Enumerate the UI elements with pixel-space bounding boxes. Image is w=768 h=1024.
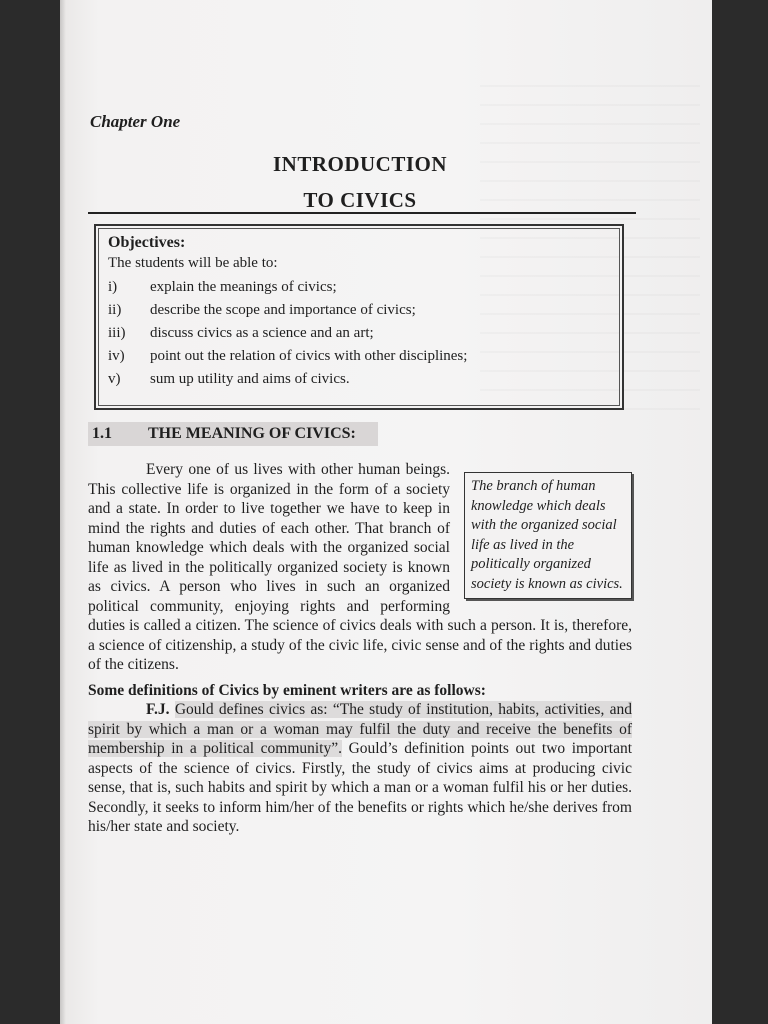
- objective-text: discuss civics as a science and an art;: [150, 325, 374, 341]
- objective-item: [108, 345, 610, 368]
- objectives-box: [94, 224, 624, 410]
- chapter-title-line2: TO CIVICS: [303, 188, 417, 212]
- section-title: THE MEANING OF CIVICS:: [148, 425, 356, 442]
- book-page: [60, 0, 712, 1024]
- paragraph-gould: [88, 700, 632, 837]
- page-edge-shadow: [60, 0, 66, 1024]
- objective-item: [108, 276, 610, 299]
- objective-text: explain the meanings of civics;: [150, 279, 337, 295]
- objective-item: [108, 299, 610, 322]
- objective-number: iv): [108, 348, 125, 364]
- body-text: [88, 460, 632, 837]
- objective-number: i): [108, 279, 118, 295]
- title-divider: [88, 212, 636, 214]
- objective-number: ii): [108, 302, 122, 318]
- author-name: F.J.: [146, 701, 170, 718]
- objective-number: iii): [108, 325, 126, 341]
- objective-item: [108, 322, 610, 345]
- objective-item: [108, 368, 610, 391]
- objective-text: sum up utility and aims of civics.: [150, 371, 350, 387]
- section-number: 1.1: [92, 425, 112, 442]
- objectives-intro: The students will be able to:: [108, 255, 278, 271]
- objective-text: describe the scope and importance of civics;: [150, 302, 416, 318]
- paragraph-meaning: Every one of us lives with other human beings. This collective life is organized in the form of a society and a state. In order to live together we have to keep in mind the rights and duties of each other. That branch of human knowledge which deals with the organized social life as lived in the politically organized society is known as civics. A person who lives in such an organized political community, enjoying rights and performing duties is called a citizen. The science of civics deals with such a person. It is, therefore, a science of citizenship, a study of the civic life, civic sense and of the rights and duties of the citizens.: [88, 461, 632, 673]
- definitions-heading: Some definitions of Civics by eminent writers are as follows:: [88, 681, 486, 699]
- sidebar-note-box: The branch of human knowledge which deals with the organized social life as lived in the politically organized society is known as civics.: [464, 472, 632, 599]
- gould-explanation: Gould’s definition points out two important aspects of the science of civics. Firstly, the study of civics aims at producing civic sense, that is, such habits and spirit by which a man or a woman fulfil his or her duties. Secondly, it seeks to inform him/her of the benefits or rights which he/she derives from his/her state and society.: [88, 740, 633, 835]
- gould-quote: Gould defines civics as: “The study of institution, habits, activities, and spirit by which a man or a woman may fulfil the duty and receive the benefits of membership in a political community”.: [88, 701, 632, 757]
- objectives-heading: Objectives:: [108, 234, 186, 251]
- chapter-label: Chapter One: [90, 112, 181, 131]
- objective-number: v): [108, 371, 121, 387]
- objective-text: point out the relation of civics with other disciplines;: [150, 348, 468, 364]
- chapter-title-line1: INTRODUCTION: [272, 152, 448, 176]
